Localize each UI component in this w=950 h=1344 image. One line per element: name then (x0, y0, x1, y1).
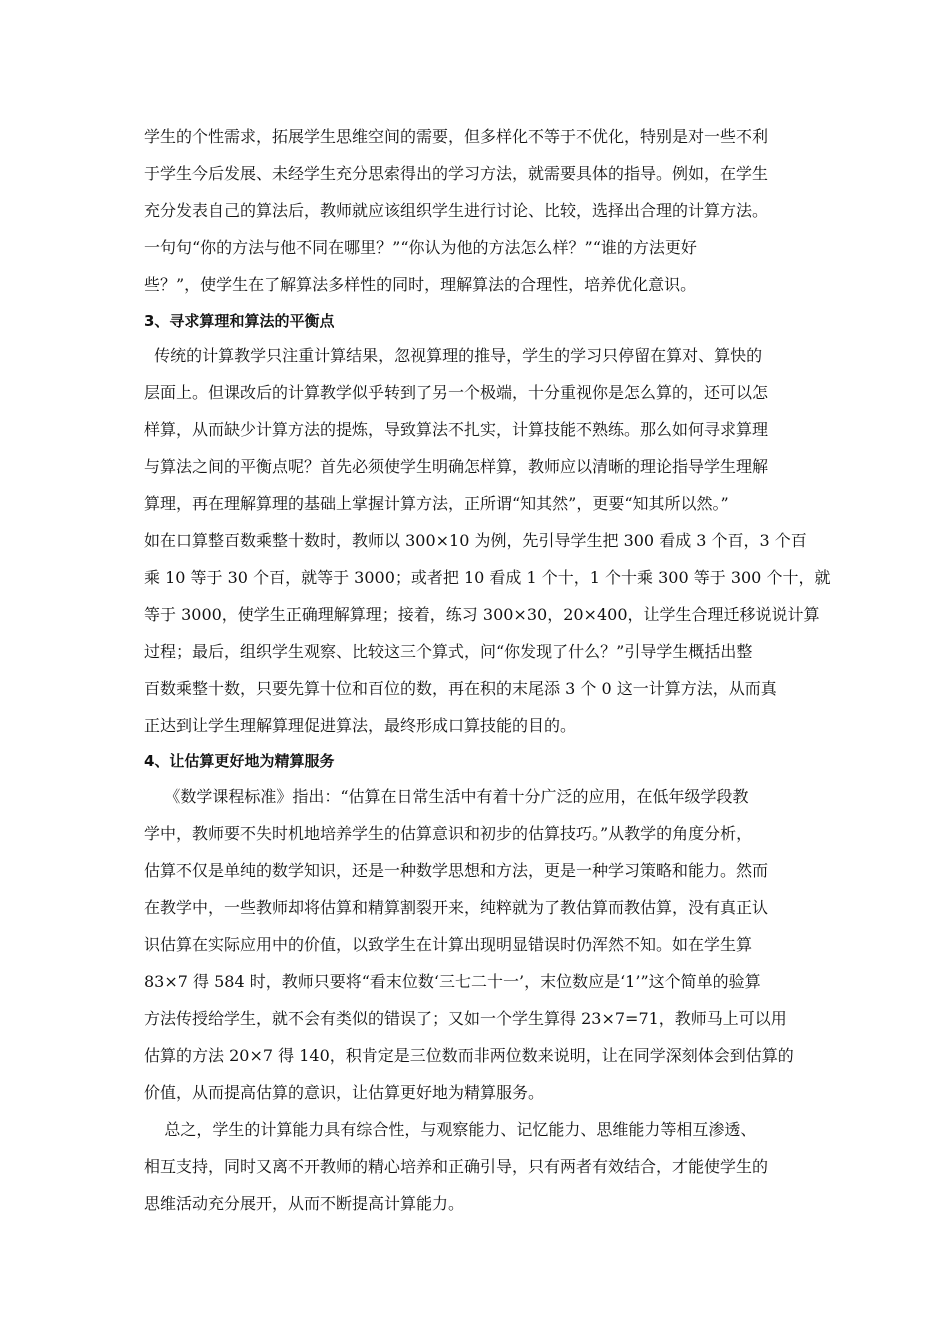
paragraph-line: 方法传授给学生，就不会有类似的错误了；又如一个学生算得 23×7=71，教师马上可以用 (144, 1009, 787, 1028)
paragraph-line: 过程；最后，组织学生观察、比较这三个算式，问“你发现了什么？”引导学生概括出整 (144, 642, 753, 661)
paragraph-line: 识估算在实际应用中的价值，以致学生在计算出现明显错误时仍浑然不知。如在学生算 (144, 935, 753, 954)
section-heading-4: 4、让估算更好地为精算服务 (144, 752, 335, 770)
paragraph-line: 等于 3000，使学生正确理解算理；接着，练习 300×30，20×400，让学生合理迁移说说计算 (144, 605, 820, 624)
paragraph-line: 思维活动充分展开，从而不断提高计算能力。 (144, 1194, 465, 1213)
paragraph-line: 正达到让学生理解算理促进算法，最终形成口算技能的目的。 (144, 716, 577, 735)
paragraph-line: 算理，再在理解算理的基础上掌握计算方法，正所谓“知其然”，更要“知其所以然。” (144, 494, 729, 513)
paragraph-line: 相互支持，同时又离不开教师的精心培养和正确引导，只有两者有效结合，才能使学生的 (144, 1157, 769, 1176)
paragraph-line: 价值，从而提高估算的意识，让估算更好地为精算服务。 (144, 1083, 545, 1102)
paragraph-line: 在教学中，一些教师却将估算和精算割裂开来，纯粹就为了教估算而教估算，没有真正认 (144, 898, 769, 917)
paragraph-line: 于学生今后发展、未经学生充分思索得出的学习方法，就需要具体的指导。例如，在学生 (144, 164, 769, 183)
paragraph-line: 传统的计算教学只注重计算结果，忽视算理的推导，学生的学习只停留在算对、算快的 (144, 346, 763, 365)
paragraph-line: 学中，教师要不失时机地培养学生的估算意识和初步的估算技巧。”从教学的角度分析， (144, 824, 753, 843)
paragraph-line: 些？”，使学生在了解算法多样性的同时，理解算法的合理性，培养优化意识。 (144, 275, 697, 294)
paragraph-line: 《数学课程标准》指出：“估算在日常生活中有着十分广泛的应用，在低年级学段教 (144, 787, 749, 806)
paragraph-line: 估算的方法 20×7 得 140，积肯定是三位数而非两位数来说明，让在同学深刻体会到估算的 (144, 1046, 794, 1065)
paragraph-line: 估算不仅是单纯的数学知识，还是一种数学思想和方法，更是一种学习策略和能力。然而 (144, 861, 769, 880)
paragraph-line: 与算法之间的平衡点呢？首先必须使学生明确怎样算，教师应以清晰的理论指导学生理解 (144, 457, 769, 476)
paragraph-line: 样算，从而缺少计算方法的提炼，导致算法不扎实，计算技能不熟练。那么如何寻求算理 (144, 420, 769, 439)
paragraph-line: 一句句“你的方法与他不同在哪里？”“你认为他的方法怎么样？”“谁的方法更好 (144, 238, 697, 257)
paragraph-line: 总之，学生的计算能力具有综合性，与观察能力、记忆能力、思维能力等相互渗透、 (144, 1120, 757, 1139)
paragraph-line: 层面上。但课改后的计算教学似乎转到了另一个极端，十分重视你是怎么算的，还可以怎 (144, 383, 769, 402)
paragraph-line: 如在口算整百数乘整十数时，教师以 300×10 为例，先引导学生把 300 看成 3 个百，3 个百 (144, 531, 807, 550)
section-heading-3: 3、寻求算理和算法的平衡点 (144, 312, 335, 330)
paragraph-line: 乘 10 等于 30 个百，就等于 3000；或者把 10 看成 1 个十，1 个十乘 300 等于 300 个十，就 (144, 568, 831, 587)
paragraph-line: 学生的个性需求，拓展学生思维空间的需要，但多样化不等于不优化，特别是对一些不利 (144, 127, 769, 146)
paragraph-line: 83×7 得 584 时，教师只要将“看末位数‘三七二十一’，末位数应是‘1’”这个简单的验算 (144, 972, 761, 991)
paragraph-line: 充分发表自己的算法后，教师就应该组织学生进行讨论、比较，选择出合理的计算方法。 (144, 201, 769, 220)
paragraph-line: 百数乘整十数，只要先算十位和百位的数，再在积的末尾添 3 个 0 这一计算方法，从而真 (144, 679, 777, 698)
